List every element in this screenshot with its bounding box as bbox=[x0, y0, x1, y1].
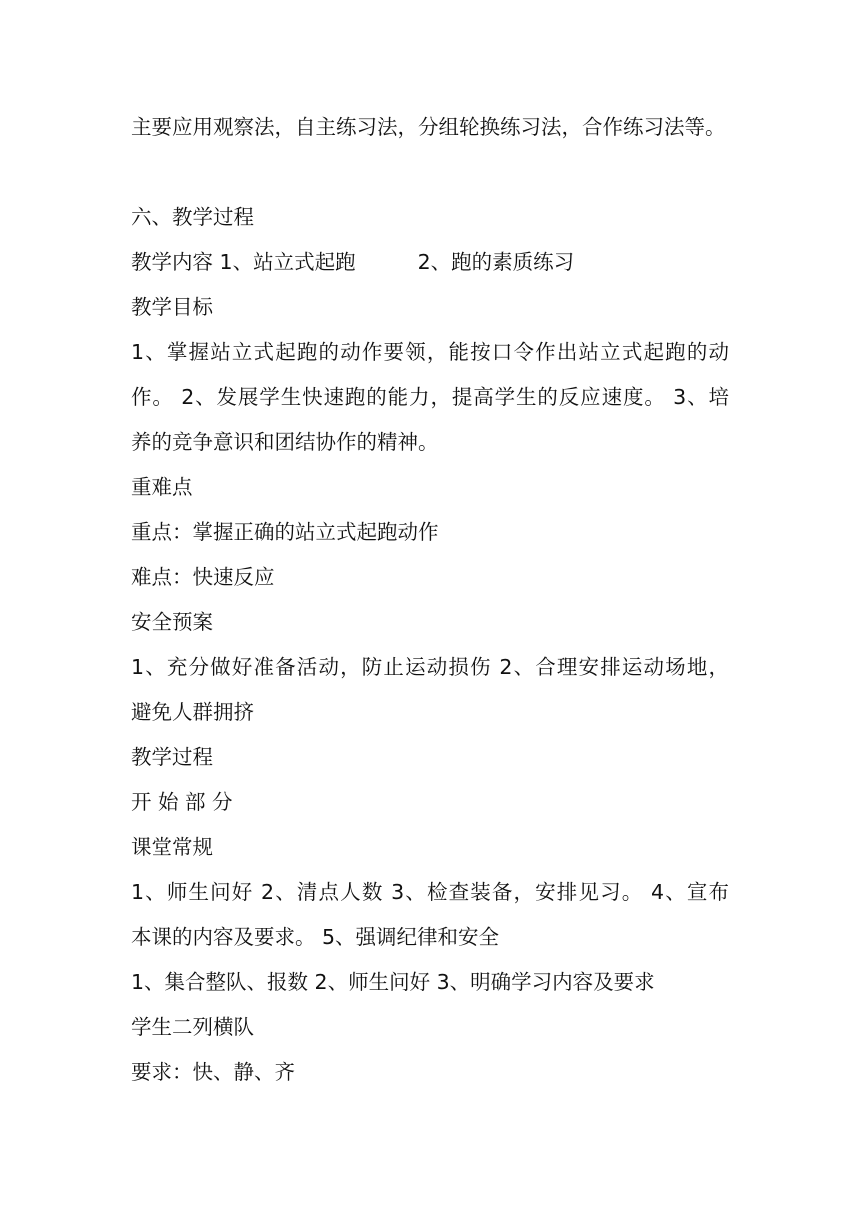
safety-heading: 安全预案 bbox=[131, 610, 213, 634]
formation: 学生二列横队 bbox=[131, 1015, 254, 1039]
content-item-2: 2、跑的素质练习 bbox=[417, 250, 575, 274]
routine-line-1: 1、师生问好 2、清点人数 3、检查装备，安排见习。 4、宣布 bbox=[131, 880, 729, 904]
content-label: 教学内容 bbox=[131, 250, 213, 274]
process-heading: 教学过程 bbox=[131, 745, 213, 769]
key-point: 重点：掌握正确的站立式起跑动作 bbox=[131, 520, 439, 544]
goals-line-3: 养的竞争意识和团结协作的精神。 bbox=[131, 430, 439, 454]
routine-line-2: 本课的内容及要求。 5、强调纪律和安全 bbox=[131, 925, 500, 949]
goals-heading: 教学目标 bbox=[131, 295, 213, 319]
requirement: 要求：快、静、齐 bbox=[131, 1060, 295, 1084]
start-part: 开 始 部 分 bbox=[131, 790, 233, 814]
section-heading: 六、教学过程 bbox=[131, 205, 254, 229]
safety-line-2: 避免人群拥挤 bbox=[131, 700, 254, 724]
goals-line-2: 作。 2、发展学生快速跑的能力，提高学生的反应速度。 3、培 bbox=[131, 385, 729, 409]
routine-heading: 课堂常规 bbox=[131, 835, 213, 859]
difficult-point: 难点：快速反应 bbox=[131, 565, 275, 589]
methods-text: 主要应用观察法，自主练习法，分组轮换练习法，合作练习法等。 bbox=[131, 115, 726, 139]
key-heading: 重难点 bbox=[131, 475, 193, 499]
content-line bbox=[131, 248, 574, 276]
goals-line-1: 1、掌握站立式起跑的动作要领，能按口令作出站立式起跑的动 bbox=[131, 340, 729, 364]
content-item-1: 1、站立式起跑 bbox=[219, 250, 356, 274]
student-steps: 1、集合整队、报数 2、师生问好 3、明确学习内容及要求 bbox=[131, 970, 655, 994]
safety-line-1: 1、充分做好准备活动，防止运动损伤 2、合理安排运动场地， bbox=[131, 655, 729, 679]
